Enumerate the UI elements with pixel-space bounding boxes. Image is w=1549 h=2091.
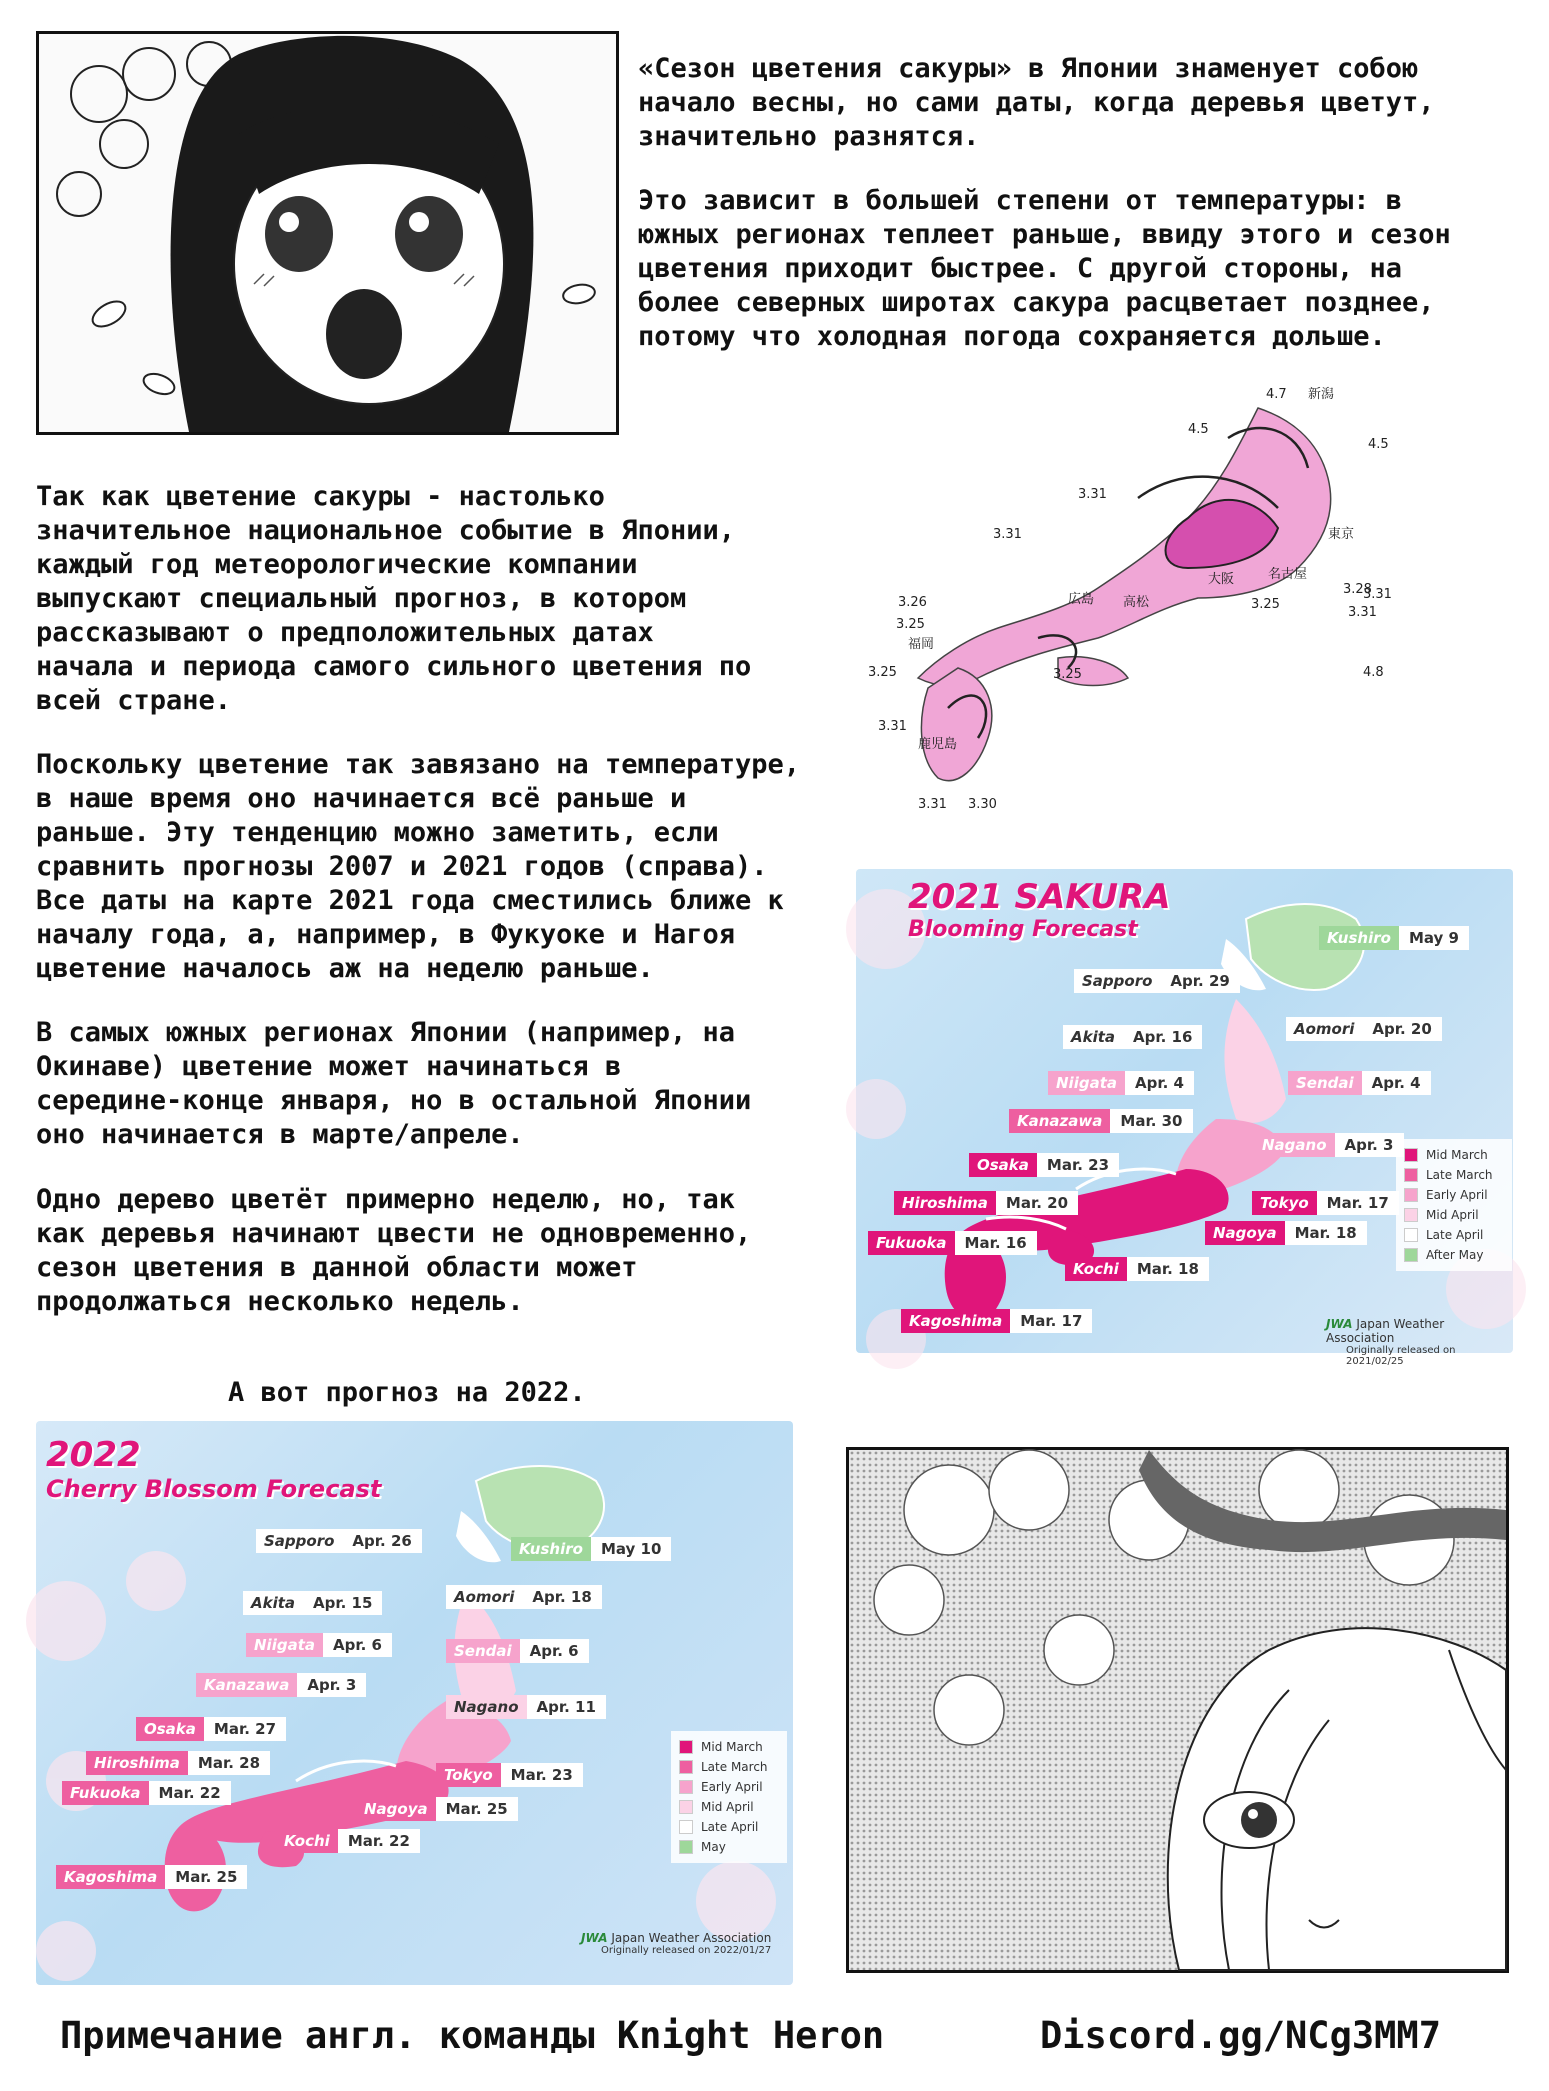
map2007-label: 4.5 xyxy=(1368,437,1389,452)
city-name: Aomori xyxy=(1286,1017,1362,1041)
intro-paragraph-1: «Сезон цветения сакуры» в Японии знаменует собою начало весны, но сами даты, когда деревья цветут, значительно разнятся. xyxy=(638,53,1435,152)
map-2021-forecast xyxy=(856,869,1513,1367)
city-label-sendai xyxy=(1288,1071,1431,1095)
legend-swatch xyxy=(679,1760,693,1774)
city-name: Kagoshima xyxy=(901,1309,1010,1333)
city-name: Hiroshima xyxy=(86,1751,188,1775)
legend-label: Early April xyxy=(1426,1188,1488,1202)
city-date: Apr. 16 xyxy=(1123,1025,1202,1049)
legend-item xyxy=(679,1797,779,1817)
city-label-aomori xyxy=(446,1585,602,1609)
legend-swatch xyxy=(679,1800,693,1814)
body-paragraph-2: Поскольку цветение так завязано на температуре, в наше время оно начинается всё раньше и раньше. Эту тенденцию можно заметить, если сравнить прогнозы 2007 и 2021 годов (справа). Все даты на карте 2021 года сместились ближе к началу года, а, например, в Фукуоке и Нагоя цветение началось аж на неделю раньше. xyxy=(36,749,801,984)
city-date: Mar. 25 xyxy=(436,1797,518,1821)
city-name: Sendai xyxy=(446,1639,520,1663)
city-label-kanazawa xyxy=(1009,1109,1193,1133)
city-label-nagano xyxy=(1254,1133,1404,1157)
map2007-label: 福岡 xyxy=(908,637,935,652)
map2022-title-sub: Cherry Blossom Forecast xyxy=(46,1475,382,1503)
map2022-credit xyxy=(581,1931,771,1956)
legend-swatch xyxy=(1404,1228,1418,1242)
city-date: Mar. 30 xyxy=(1110,1109,1192,1133)
city-name: Kushiro xyxy=(511,1537,591,1561)
legend-label: Late March xyxy=(1426,1168,1493,1182)
legend-label: Late April xyxy=(701,1820,759,1834)
legend-label: Mid April xyxy=(701,1800,754,1814)
city-label-tokyo xyxy=(1252,1191,1399,1215)
city-label-aomori xyxy=(1286,1017,1442,1041)
legend-label: Mid April xyxy=(1426,1208,1479,1222)
map2022-legend xyxy=(671,1731,787,1863)
map2007-label: 3.31 xyxy=(878,719,907,734)
legend-label: Mid March xyxy=(701,1740,763,1754)
city-name: Nagano xyxy=(1254,1133,1335,1157)
japan-map-2007 xyxy=(858,378,1428,830)
legend-label: Early April xyxy=(701,1780,763,1794)
city-label-fukuoka xyxy=(868,1231,1037,1255)
city-name: Kochi xyxy=(276,1829,338,1853)
city-name: Kanazawa xyxy=(1009,1109,1110,1133)
city-label-hiroshima xyxy=(86,1751,270,1775)
legend-swatch xyxy=(679,1840,693,1854)
city-name: Akita xyxy=(1063,1025,1123,1049)
city-label-hiroshima xyxy=(894,1191,1078,1215)
caption-2022: А вот прогноз на 2022. xyxy=(228,1377,586,1408)
map2007-label: 3.30 xyxy=(968,797,997,812)
city-date: Mar. 23 xyxy=(501,1763,583,1787)
map-2022-forecast xyxy=(36,1421,793,1985)
map2007-label: 大阪 xyxy=(1208,572,1235,587)
body-paragraph-3: В самых южных регионах Японии (например, на Окинаве) цветение может начинаться в середине-конце января, но в остальной Японии оно начинается в марте/апреле. xyxy=(36,1017,752,1150)
legend-item xyxy=(679,1777,779,1797)
legend-item xyxy=(1404,1225,1504,1245)
legend-item xyxy=(679,1837,779,1857)
legend-swatch xyxy=(1404,1248,1418,1262)
map2021-legend xyxy=(1396,1139,1512,1271)
map2007-label: 4.8 xyxy=(1363,665,1384,680)
legend-swatch xyxy=(1404,1168,1418,1182)
city-name: Kanazawa xyxy=(196,1673,297,1697)
map2007-label: 高松 xyxy=(1123,595,1150,610)
city-label-nagoya xyxy=(356,1797,518,1821)
city-label-akita xyxy=(243,1591,382,1615)
legend-item xyxy=(679,1737,779,1757)
legend-label: Late April xyxy=(1426,1228,1484,1242)
city-name: Kochi xyxy=(1065,1257,1127,1281)
city-name: Sapporo xyxy=(1074,969,1160,993)
city-date: Apr. 3 xyxy=(1335,1133,1404,1157)
map2007-label: 名古屋 xyxy=(1268,567,1308,582)
map2007-label: 広島 xyxy=(1068,592,1095,607)
city-label-kanazawa xyxy=(196,1673,366,1697)
legend-swatch xyxy=(679,1780,693,1794)
city-label-sendai xyxy=(446,1639,589,1663)
footer-note: Примечание англ. команды Knight Heron xyxy=(60,2014,885,2057)
city-label-kushiro xyxy=(1319,926,1469,950)
city-label-kagoshima xyxy=(56,1865,247,1889)
jwa-logo-icon: JWA xyxy=(1326,1317,1353,1331)
city-date: Mar. 20 xyxy=(996,1191,1078,1215)
city-label-osaka xyxy=(969,1153,1119,1177)
manga-illustration xyxy=(39,34,616,432)
map2021-title-sub: Blooming Forecast xyxy=(908,917,1138,942)
map2007-label: 3.31 xyxy=(1348,605,1377,620)
city-label-sapporo xyxy=(256,1529,422,1553)
city-label-nagoya xyxy=(1205,1221,1367,1245)
city-name: Nagoya xyxy=(356,1797,436,1821)
map2021-org: Japan Weather Association xyxy=(1326,1317,1445,1345)
city-label-nagano xyxy=(446,1695,606,1719)
city-name: Sendai xyxy=(1288,1071,1362,1095)
footer-discord-link[interactable]: Discord.gg/NCg3MM7 xyxy=(1040,2014,1441,2057)
body-paragraph-1: Так как цветение сакуры - настолько значительное национальное событие в Японии, каждый год метеорологические компании выпускают специальный прогноз, в котором рассказывают о предположительных датах начала и периода самого сильного цветения по всей стране. xyxy=(36,481,752,716)
city-name: Fukuoka xyxy=(62,1781,149,1805)
legend-item xyxy=(1404,1165,1504,1185)
map2021-title-year: 2021 SAKURA xyxy=(908,877,1171,917)
city-date: Mar. 28 xyxy=(188,1751,270,1775)
city-date: Apr. 26 xyxy=(342,1529,421,1553)
intro-paragraph-2: Это зависит в большей степени от температуры: в южных регионах теплеет раньше, ввиду этого и сезон цветения приходит быстрее. С другой стороны, на более северных широтах сакура расцветает позднее, потому что холодная погода сохраняется дольше. xyxy=(638,185,1451,352)
map2022-released: Originally released on 2022/01/27 xyxy=(601,1945,772,1956)
map2022-title-year: 2022 xyxy=(46,1435,141,1475)
city-label-niigata xyxy=(1048,1071,1194,1095)
legend-item xyxy=(1404,1145,1504,1165)
city-label-niigata xyxy=(246,1633,392,1657)
city-date: Apr. 6 xyxy=(323,1633,392,1657)
city-label-sapporo xyxy=(1074,969,1240,993)
city-date: Apr. 11 xyxy=(527,1695,606,1719)
manga-panel-girl-surprised xyxy=(36,31,619,435)
map2007-label: 鹿児島 xyxy=(918,737,958,752)
legend-swatch xyxy=(679,1820,693,1834)
map-2007-forecast xyxy=(858,378,1428,830)
city-label-kagoshima xyxy=(901,1309,1092,1333)
city-date: May 9 xyxy=(1399,926,1469,950)
city-name: Osaka xyxy=(969,1153,1037,1177)
city-label-tokyo xyxy=(436,1763,583,1787)
legend-item xyxy=(679,1817,779,1837)
city-label-fukuoka xyxy=(62,1781,231,1805)
map2021-credit xyxy=(1326,1317,1513,1367)
map2007-label: 東京 xyxy=(1328,527,1355,542)
city-name: Tokyo xyxy=(436,1763,501,1787)
legend-item xyxy=(1404,1185,1504,1205)
city-date: Mar. 27 xyxy=(204,1717,286,1741)
japan-map-2022 xyxy=(36,1421,793,1985)
city-date: Mar. 18 xyxy=(1285,1221,1367,1245)
city-date: Apr. 29 xyxy=(1160,969,1239,993)
legend-label: Mid March xyxy=(1426,1148,1488,1162)
city-name: Kagoshima xyxy=(56,1865,165,1889)
map2007-label: 3.31 xyxy=(1363,587,1392,602)
city-date: Mar. 22 xyxy=(149,1781,231,1805)
city-date: Mar. 23 xyxy=(1037,1153,1119,1177)
city-name: Nagano xyxy=(446,1695,527,1719)
city-date: Apr. 6 xyxy=(520,1639,589,1663)
city-name: Tokyo xyxy=(1252,1191,1317,1215)
map2007-label: 3.28 xyxy=(1343,582,1372,597)
city-date: Mar. 25 xyxy=(165,1865,247,1889)
map2007-label: 3.31 xyxy=(918,797,947,812)
city-name: Aomori xyxy=(446,1585,522,1609)
legend-item xyxy=(679,1757,779,1777)
city-date: Apr. 4 xyxy=(1125,1071,1194,1095)
legend-item xyxy=(1404,1205,1504,1225)
map2007-label: 3.31 xyxy=(1078,487,1107,502)
city-name: Niigata xyxy=(1048,1071,1125,1095)
map2007-label: 3.25 xyxy=(868,665,897,680)
city-date: Mar. 22 xyxy=(338,1829,420,1853)
city-label-kochi xyxy=(1065,1257,1209,1281)
city-date: Apr. 4 xyxy=(1362,1071,1431,1095)
city-name: Fukuoka xyxy=(868,1231,955,1255)
city-name: Sapporo xyxy=(256,1529,342,1553)
city-name: Akita xyxy=(243,1591,303,1615)
city-label-akita xyxy=(1063,1025,1202,1049)
city-date: Mar. 17 xyxy=(1317,1191,1399,1215)
city-name: Kushiro xyxy=(1319,926,1399,950)
map2007-label: 3.25 xyxy=(896,617,925,632)
map2007-label: 新潟 xyxy=(1308,387,1335,402)
city-date: Apr. 20 xyxy=(1362,1017,1441,1041)
city-name: Nagoya xyxy=(1205,1221,1285,1245)
legend-label: May xyxy=(701,1840,726,1854)
legend-item xyxy=(1404,1245,1504,1265)
body-paragraph-4: Одно дерево цветёт примерно неделю, но, так как деревья начинают цвести не одновременно, сезон цветения в данной области может продолжаться несколько недель. xyxy=(36,1184,752,1317)
jwa-logo-icon: JWA xyxy=(581,1931,608,1945)
manga-panel-girl-looking-up xyxy=(846,1447,1509,1973)
map2007-label: 3.25 xyxy=(1251,597,1280,612)
manga-illustration xyxy=(849,1450,1506,1970)
legend-swatch xyxy=(1404,1148,1418,1162)
city-date: Mar. 17 xyxy=(1010,1309,1092,1333)
map2022-title xyxy=(46,1435,381,1503)
city-name: Niigata xyxy=(246,1633,323,1657)
city-date: Mar. 16 xyxy=(955,1231,1037,1255)
legend-label: Late March xyxy=(701,1760,768,1774)
map2021-title xyxy=(908,877,1171,942)
legend-swatch xyxy=(1404,1188,1418,1202)
map2007-label: 3.26 xyxy=(898,595,927,610)
city-label-kochi xyxy=(276,1829,420,1853)
city-name: Osaka xyxy=(136,1717,204,1741)
city-date: Mar. 18 xyxy=(1127,1257,1209,1281)
city-date: Apr. 18 xyxy=(522,1585,601,1609)
map2021-released: Originally released on 2021/02/25 xyxy=(1346,1345,1456,1367)
legend-label: After May xyxy=(1426,1248,1484,1262)
city-label-kushiro xyxy=(511,1537,671,1561)
map2007-label: 4.7 xyxy=(1266,387,1287,402)
map2007-label: 4.5 xyxy=(1188,422,1209,437)
city-label-osaka xyxy=(136,1717,286,1741)
city-date: Apr. 15 xyxy=(303,1591,382,1615)
city-name: Hiroshima xyxy=(894,1191,996,1215)
city-date: May 10 xyxy=(591,1537,671,1561)
map2022-org: Japan Weather Association xyxy=(611,1931,772,1945)
city-date: Apr. 3 xyxy=(297,1673,366,1697)
legend-swatch xyxy=(1404,1208,1418,1222)
legend-swatch xyxy=(679,1740,693,1754)
map2007-label: 3.31 xyxy=(993,527,1022,542)
map2007-label: 3.25 xyxy=(1053,667,1082,682)
